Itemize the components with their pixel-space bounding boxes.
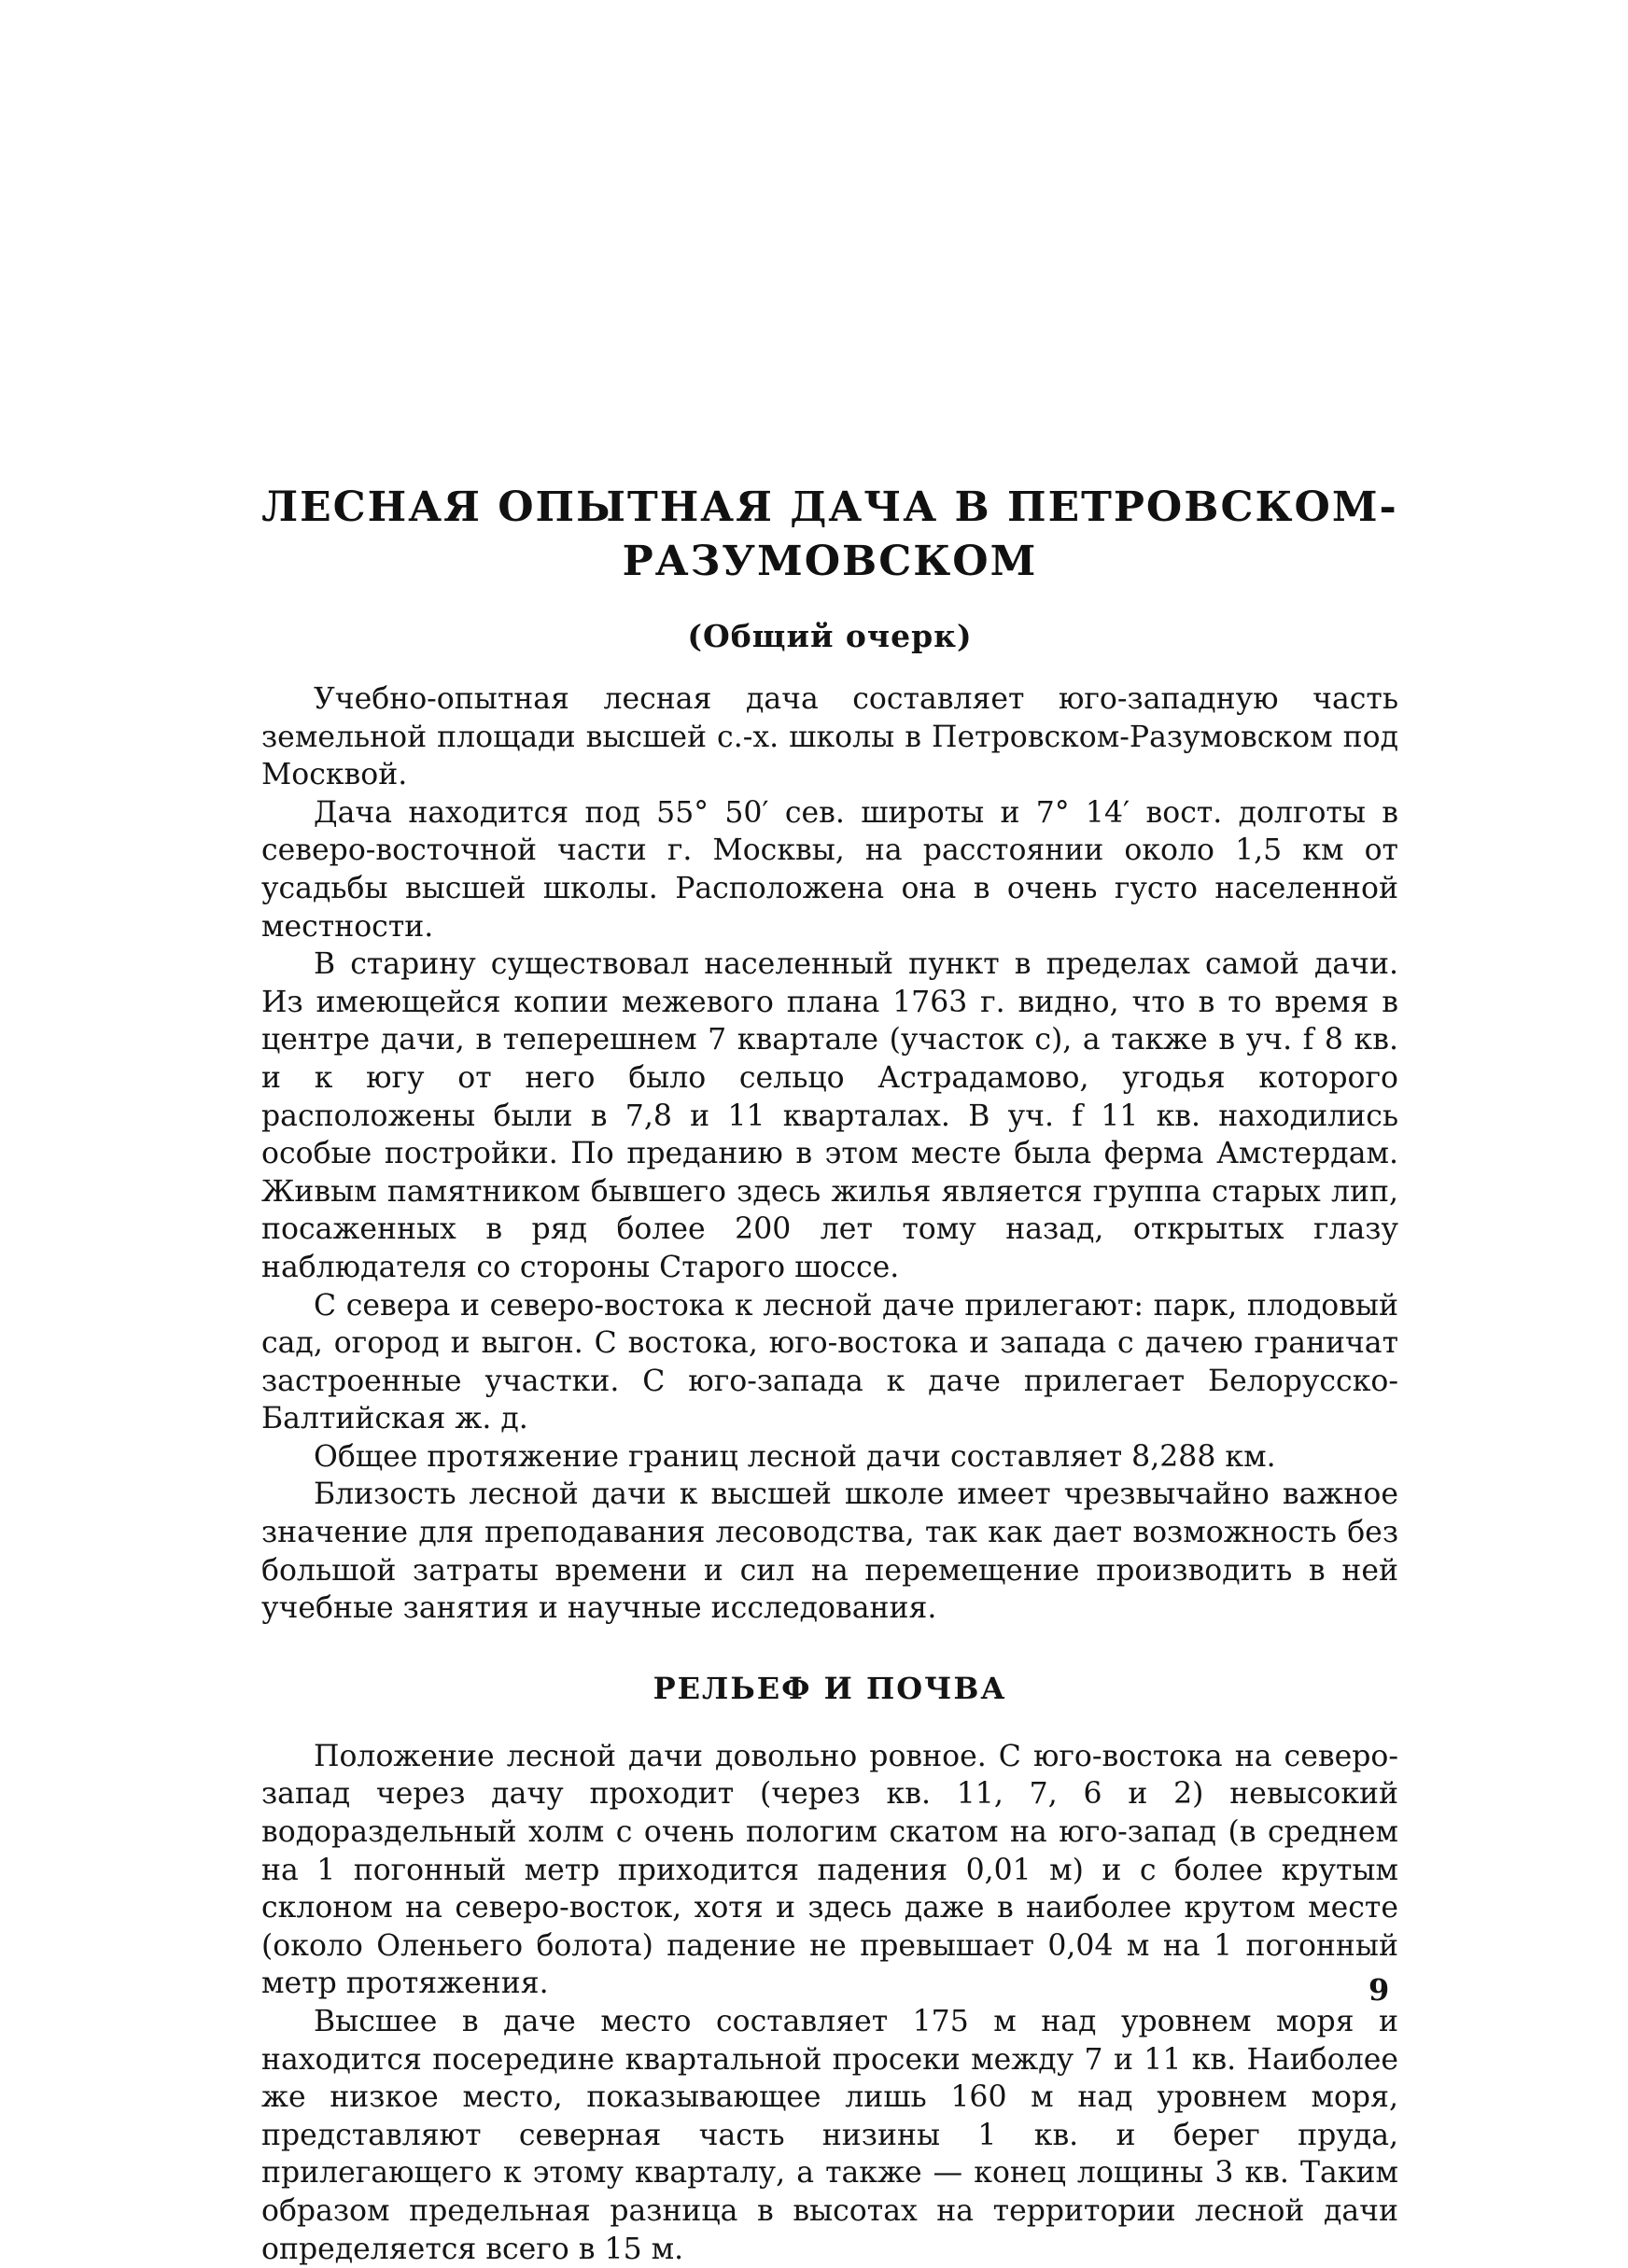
paragraph-borders: С севера и северо-востока к лесной даче прилегают: парк, плодовый сад, огород и выгон. С востока, юго-востока и запада с дачею граничат застроенные участки. С юго-запада к даче прилегает Белорусско-Балтийская ж. д.	[261, 1288, 1398, 1436]
paragraph-perimeter: Общее протяжение границ лесной дачи составляет 8,288 км.	[314, 1439, 1276, 1474]
paragraph-history: В старину существовал населенный пункт в пределах самой дачи. Из имеющейся копии межевого плана 1763 г. видно, что в то время в центре дачи, в теперешнем 7 квартале (участок c), а также в уч. f 8 кв. и к югу от него было сельцо Астрадамово, угодья которого расположены были в 7,8 и 11 кварталах. В уч. f 11 кв. находились особые постройки. По преданию в этом месте была ферма Амстердам. Живым памятником бывшего здесь жилья является группа старых лип, посаженных в ряд более 200 лет тому назад, открытых глазу наблюдателя со стороны Старого шоссе.	[261, 947, 1398, 1284]
title-line-2: РАЗУМОВСКОМ	[622, 538, 1038, 585]
page-number: 9	[1368, 1972, 1390, 2008]
paragraph-location: Дача находится под 55° 50′ сев. широты и 7° 14′ вост. долготы в северо-восточной части г. Москвы, на расстоянии около 1,5 км от усадьбы высшей школы. Расположена она в очень густо населенной местности.	[261, 795, 1398, 944]
paragraph-elevation: Высшее в даче место составляет 175 м над уровнем моря и находится посередине квартальной просеки между 7 и 11 кв. Наиболее же низкое место, показывающее лишь 160 м над уровнем моря, представляют северная часть низины 1 кв. и берег пруда, прилегающего к этому кварталу, а также — конец лощины 3 кв. Таким образом предельная разница в высотах на территории лесной дачи определяется всего в 15 м.	[261, 2005, 1398, 2266]
page-subtitle: (Общий очерк)	[687, 618, 973, 654]
paragraph-intro: Учебно-опытная лесная дача составляет юго-западную часть земельной площади высшей с.-х. школы в Петровском-Разумовском под Москвой.	[261, 682, 1398, 792]
paragraph-relief: Положение лесной дачи довольно ровное. С юго-востока на северо-запад через дачу проходит (через кв. 11, 7, 6 и 2) невысокий водораздельный холм с очень пологим скатом на юго-запад (в среднем на 1 погонный метр приходится падения 0,01 м) и с более крутым склоном на северо-восток, хотя и здесь даже в наиболее крутом месте (около Оленьего болота) падение не превышает 0,04 м на 1 погонный метр протяжения.	[261, 1739, 1398, 2001]
page-title	[261, 481, 1398, 589]
page-content	[261, 481, 1398, 2268]
paragraph-importance: Близость лесной дачи к высшей школе имеет чрезвычайно важное значение для преподавания лесоводства, так как дает возможность без большой затраты времени и сил на перемещение производить в ней учебные занятия и научные исследования.	[261, 1477, 1398, 1626]
title-line-1: ЛЕСНАЯ ОПЫТНАЯ ДАЧА В ПЕТРОВСКОМ-	[261, 483, 1398, 531]
section-title-relief: РЕЛЬЕФ И ПОЧВА	[653, 1670, 1007, 1706]
